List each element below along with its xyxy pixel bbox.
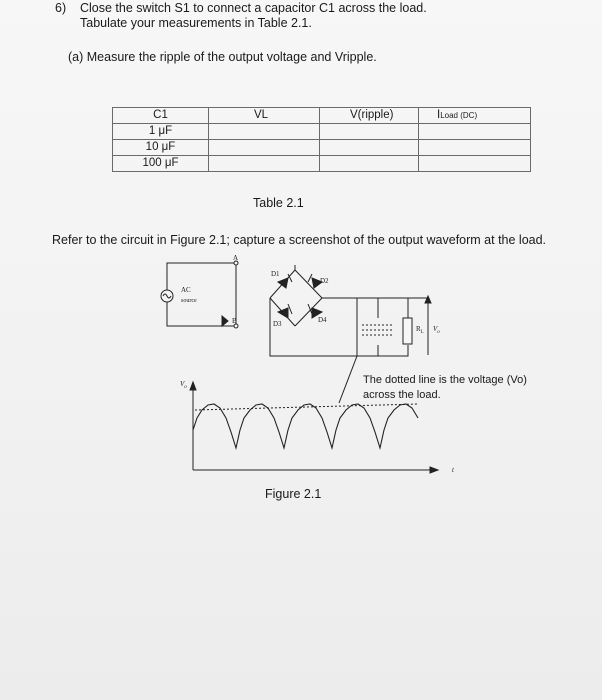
table-header-row [113, 108, 531, 124]
part-a-text: (a) Measure the ripple of the output voltage and Vripple. [68, 50, 377, 64]
header-iload-sub: Load (DC) [440, 111, 478, 120]
table-cell[interactable] [209, 124, 320, 140]
table-cell[interactable] [419, 156, 531, 172]
d2-label: D2 [320, 277, 329, 285]
node-a-label: A [233, 254, 239, 262]
diode-bar [308, 274, 312, 282]
vo-label: $V_o$ [433, 325, 440, 335]
figure-caption: Figure 2.1 [265, 487, 322, 501]
question-text-line2: Tabulate your measurements in Table 2.1. [80, 16, 312, 30]
table-row [113, 140, 531, 156]
wire [357, 345, 378, 356]
rl-label: $R_L$ [416, 325, 424, 335]
table-cell[interactable] [320, 140, 419, 156]
table-row [113, 156, 531, 172]
note-line2: across the load. [363, 389, 441, 401]
table-caption: Table 2.1 [253, 196, 304, 210]
table-cell[interactable] [419, 140, 531, 156]
d1-label: D1 [271, 270, 280, 278]
axis-v-label: $V_o$ [180, 380, 187, 390]
node-b-label: B [232, 317, 237, 325]
table-cell[interactable] [209, 140, 320, 156]
cap-value: 10 μF [113, 140, 209, 156]
wire [378, 345, 408, 356]
measurement-table [112, 107, 531, 172]
diode-bar [288, 304, 292, 314]
wire [167, 263, 236, 326]
header-c1: C1 [113, 108, 209, 124]
table-row [113, 124, 531, 140]
resistor-rl-icon [403, 318, 412, 344]
question-number: 6) [55, 1, 67, 15]
wire [378, 298, 408, 318]
cap-value: 100 μF [113, 156, 209, 172]
rectified-waveform [193, 404, 418, 448]
pointer-line [339, 356, 357, 403]
note-line1: The dotted line is the voltage (Vo) [363, 374, 527, 386]
arrow-icon [222, 316, 228, 326]
question-text-line1: Close the switch S1 to connect a capacitor C1 across the load. [80, 1, 427, 15]
wire [357, 298, 378, 318]
source-label-2: source [181, 298, 197, 304]
wire [322, 298, 357, 356]
table-cell[interactable] [419, 124, 531, 140]
arrow-icon [425, 296, 431, 303]
d4-label: D4 [318, 316, 327, 324]
table-cell[interactable] [209, 156, 320, 172]
table-cell[interactable] [320, 156, 419, 172]
instruction-text: Refer to the circuit in Figure 2.1; capture a screenshot of the output waveform at the load. [52, 233, 547, 247]
source-label-1: AC [181, 286, 191, 294]
axis-t-label: t [452, 466, 454, 474]
header-iload-main: I [437, 109, 441, 121]
table-cell[interactable] [320, 124, 419, 140]
header-vripple: V(ripple) [320, 108, 419, 124]
header-vl: VL [209, 108, 320, 124]
arrow-icon [190, 382, 196, 390]
arrow-icon [430, 467, 438, 473]
d3-label: D3 [273, 320, 282, 328]
circuit-figure [0, 250, 602, 490]
header-iload [419, 108, 531, 124]
cap-value: 1 μF [113, 124, 209, 140]
